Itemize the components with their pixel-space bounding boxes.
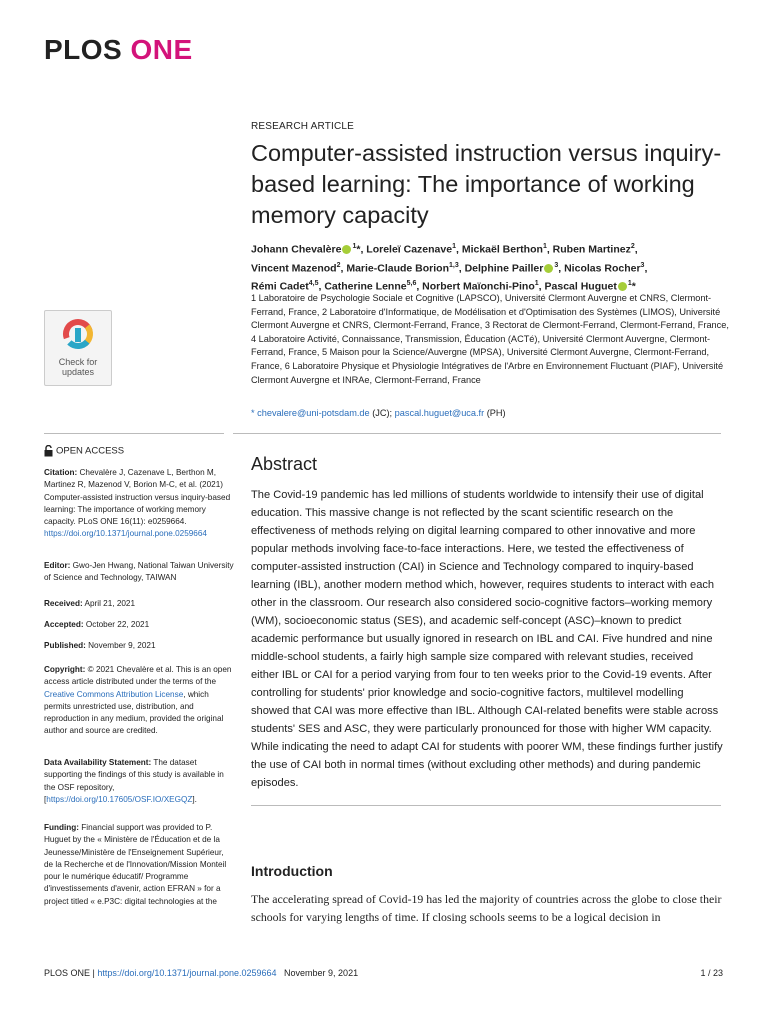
orcid-icon[interactable] xyxy=(342,245,351,254)
orcid-icon[interactable] xyxy=(618,282,627,291)
article-title: Computer-assisted instruction versus inquiry-based learning: The importance of working memory capacity xyxy=(251,140,722,228)
author-name[interactable]: Johann Chevalère xyxy=(251,243,342,256)
page-footer: PLOS ONE | https://doi.org/10.1371/journal.pone.0259664 November 9, 2021 xyxy=(44,968,359,978)
affiliations: 1 Laboratoire de Psychologie Sociale et Cognitive (LAPSCO), Université Clermont Auvergne et CNRS, Clermont-Ferrand, France, 2 Laboratoire d'Informatique, de Modélisation et d'Optimisation des Systèmes (LIMOS), Université Clermont Auvergne et CNRS, Clermont-Ferrand, France, 3 Rectorat de Clermont-Ferrand, Clermont-Ferrand, France, 4 Laboratoire Activité, Connaissance, Transmission, Éducation (ACTé), Université Clermont Auvergne, Clermont-Ferrand, France, 5 Maison pour la Science/Auvergne (MPSA), Université Clermont Auvergne, Clermont-Ferrand, France, 6 Laboratoire Physique et Physiologie Intégratives de l'Arbre en Environnement Fluctuant (PIAF), Université Clermont Auvergne et INRAe, Clermont-Ferrand, France xyxy=(251,293,729,385)
abstract-heading: Abstract xyxy=(251,454,318,474)
email-link[interactable]: pascal.huguet@uca.fr xyxy=(394,408,485,418)
email-link[interactable]: chevalere@uni-potsdam.de xyxy=(257,408,370,418)
citation: Citation: Chevalère J, Cazenave L, Berthon M, Martinez R, Mazenod V, Borion M-C, et al. (2021) Computer-assisted instruction versus inquiry-based learning: The importance of working memory capacity. PLoS ONE 16(11): e0259664. https://doi.org/10.1371/journal.pone.0259664 xyxy=(44,468,231,539)
author-name[interactable]: Rémi Cadet xyxy=(251,280,309,293)
orcid-icon[interactable] xyxy=(544,264,553,273)
journal-logo[interactable] xyxy=(44,36,193,64)
editor-info: Editor: Gwo-Jen Hwang, National Taiwan University of Science and Technology, TAIWAN xyxy=(44,561,234,583)
published-date: Published: November 9, 2021 xyxy=(44,641,156,650)
osf-link[interactable]: https://doi.org/10.17605/OSF.IO/XEGQZ xyxy=(46,794,193,804)
funding: Funding: Financial support was provided to P. Huguet by the « Ministère de l'Éducation et de la Jeunesse/Ministère de l'Enseignement Supérieur, de la Recherche et de l'Innovation/Mission Monteil pour le numérique éducatif/ Programme d'investissements d'avenir, action EFRAN » for a project titled « e.P3C: digital technologies at the xyxy=(44,823,227,906)
author-list: Johann Chevalère $^1$*, Loreleï Cazenave$^1$, Mickaël Berthon$^1$, Ruben Martinez$^2$, Vincent Mazenod$^2$, Marie-Claude Borion$^{1,3}$, Delphine Pailler $^3$, Nicolas Rocher$^3$, Rémi Cadet$^{4,5}$, Catherine Lenne$^{5,6}$, Norbert Maïonchi-Pino$^1$, Pascal Huguet $^1$* xyxy=(251,243,648,293)
doi-link[interactable]: https://doi.org/10.1371/journal.pone.0259664 xyxy=(44,529,207,539)
copyright: Copyright: © 2021 Chevalère et al. This is an open access article distributed under the terms of the Creative Commons Attribution License, which permits unrestricted use, distribution, and reproduction in any medium, provided the original author and source are credited. xyxy=(44,665,232,736)
logo-one: ONE xyxy=(130,34,193,65)
article-type: RESEARCH ARTICLE xyxy=(251,121,355,132)
introduction-heading: Introduction xyxy=(251,863,333,879)
check-updates-label: Check for updates xyxy=(58,357,98,377)
open-lock-icon xyxy=(44,445,53,457)
check-updates-icon xyxy=(62,318,94,350)
accepted-date: Accepted: October 22, 2021 xyxy=(44,620,150,629)
license-link[interactable]: Creative Commons Attribution License xyxy=(44,689,184,699)
footer-doi-link[interactable]: https://doi.org/10.1371/journal.pone.0259664 xyxy=(97,968,277,978)
page-number: 1 / 23 xyxy=(700,968,723,978)
logo-plos: PLOS xyxy=(44,34,123,65)
correspondence: * chevalere@uni-potsdam.de (JC); pascal.huguet@uca.fr (PH) xyxy=(251,408,506,418)
check-for-updates-button[interactable] xyxy=(44,310,112,386)
divider xyxy=(44,433,224,434)
introduction-text: The accelerating spread of Covid-19 has led the majority of countries across the globe to close their schools for varying lengths of time. If closing schools seems to be a logical decision in xyxy=(251,892,722,924)
data-availability: Data Availability Statement: The dataset supporting the findings of this study is available in the OSF repository, [https://doi.org/10.17605/OSF.IO/XEGQZ]. xyxy=(44,758,224,804)
author-name[interactable]: Vincent Mazenod xyxy=(251,262,337,274)
abstract-text: The Covid-19 pandemic has led millions of students worldwide to intensify their use of digital education. This massive change is not reflected by the scant scientific research on the effectiveness of methods relying on digital learning compared to other innovative and more popular methods involving face-to-face interactions. Here, we tested the effectiveness of computer-assisted instruction (CAI) in Science and Technology compared to inquiry-based learning (IBL), another modern method which, however, requires students to interact with each other in the classroom. Our research also considered socio-cognitive factors–working memory (WM), socioeconomic status (SES), and academic self-concept (ASC)–known to predict academic performance but usually ignored in research on IBL and CAI. Five hundred and nine middle-school students, a fairly high sample size compared with relevant studies, received either IBL or CAI for a period varying from four to ten weeks prior to the Covid-19 events. After controlling for students' prior knowledge and socio-cognitive factors, multilevel modelling showed that CAI was more effective than IBL. Although CAI-related benefits were stable across students' SES and ASC, they were particularly pronounced for those with higher WM capacity. While indicating the need to adapt CAI for students with poorer WM, these findings further justify the use of CAI both in normal times (without excluding other methods) and during pandemic episodes. xyxy=(251,489,723,789)
divider xyxy=(233,433,721,434)
received-date: Received: April 21, 2021 xyxy=(44,599,136,608)
divider xyxy=(251,805,721,806)
open-access-badge: OPEN ACCESS xyxy=(44,445,124,457)
